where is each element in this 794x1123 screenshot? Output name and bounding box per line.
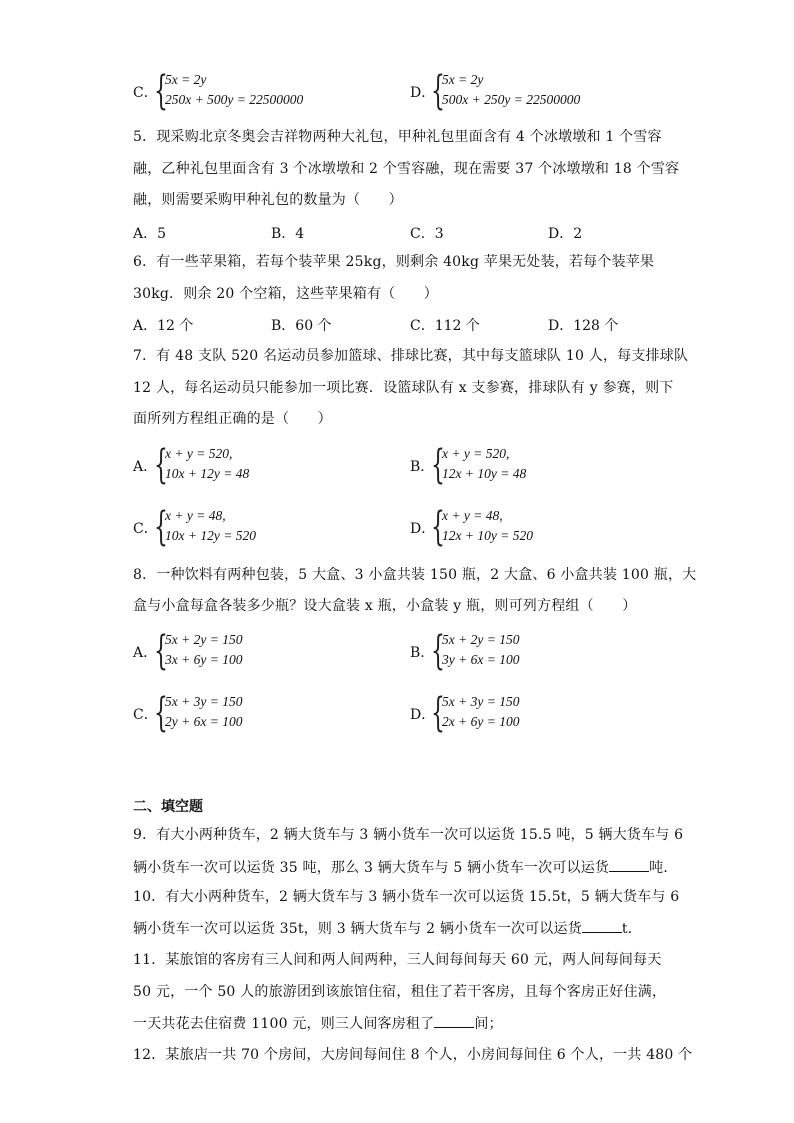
q9-text: 9．有大小两种货车，2 辆大货车与 3 辆小货车一次可以运货 15.5 吨，5 辆大货车与 6	[133, 827, 684, 843]
brace-icon: {	[431, 504, 445, 550]
answer-blank[interactable]	[609, 857, 649, 872]
equation-line: 2y + 6x = 100	[165, 714, 243, 729]
q9-text	[133, 857, 678, 878]
brace-icon: {	[431, 628, 445, 674]
q6-option-b[interactable]: B．60 个	[271, 318, 332, 334]
brace-icon: {	[154, 504, 168, 550]
equation-line: 5x + 3y = 150	[442, 694, 520, 709]
option-label: C．	[133, 521, 158, 537]
q6-text: 30kg．则余 20 个空箱，这些苹果箱有（ ）	[133, 286, 438, 302]
option-label: A．	[133, 645, 158, 661]
q6-option-d[interactable]: D．128 个	[548, 318, 619, 334]
q11-text: 11．某旅馆的客房有三人间和两人间两种，三人间每间每天 60 元，两人间每间每天	[133, 952, 662, 968]
brace-icon: {	[154, 690, 168, 736]
q9-text-part: 吨．	[649, 860, 678, 876]
section-heading: 二、填空题	[133, 799, 203, 815]
q7-option-row	[133, 506, 693, 550]
q12-text: 12．某旅店一共 70 个房间，大房间每间住 8 个人，小房间每间住 6 个人，一共 480 个	[133, 1047, 693, 1063]
equation-line: 10x + 12y = 520	[165, 528, 256, 543]
equation-line: 3x + 6y = 100	[165, 652, 243, 667]
equation-line: x + y = 48,	[165, 508, 226, 523]
q7-text: 12 人，每名运动员只能参加一项比赛．设篮球队有 x 支参赛，排球队有 y 参赛，则下	[133, 380, 674, 396]
option-label: D．	[410, 85, 436, 101]
q5-text: 融，乙种礼包里面含有 3 个冰墩墩和 2 个雪容融，现在需要 37 个冰墩墩和 18 个雪容	[133, 161, 680, 177]
equation-line: 250x + 500y = 22500000	[165, 92, 304, 107]
equation-line: x + y = 520,	[442, 446, 510, 461]
q8-text: 盒与小盒每盒各装多少瓶？设大盒装 x 瓶，小盒装 y 瓶，则可列方程组（ ）	[133, 598, 637, 614]
option-label: C．	[133, 85, 158, 101]
equation-line: 5x + 3y = 150	[165, 694, 243, 709]
equation-line: x + y = 520,	[165, 446, 233, 461]
q8-option-row	[133, 630, 693, 674]
q4-option-row	[133, 70, 693, 114]
q11-text-part: 一天共花去住宿费 1100 元，则三人间客房租了	[133, 1016, 435, 1032]
equation-line: 3y + 6x = 100	[442, 652, 520, 667]
q10-text: 10．有大小两种货车，2 辆大货车与 3 辆小货车一次可以运货 15.5t，5 辆大货车与 6	[133, 889, 680, 905]
q11-text	[133, 1013, 503, 1034]
q6-option-c[interactable]: C．112 个	[410, 318, 480, 334]
answer-blank[interactable]	[582, 918, 622, 933]
q10-text-part: 辆小货车一次可以运货 35t，则 3 辆大货车与 2 辆小货车一次可以运货	[133, 921, 582, 937]
equation-line: 5x + 2y = 150	[165, 632, 243, 647]
option-label: B．	[410, 459, 435, 475]
answer-blank[interactable]	[434, 1013, 474, 1028]
q5-text: 融，则需要采购甲种礼包的数量为（ ）	[133, 192, 403, 208]
q11-text: 50 元，一个 50 人的旅游团到该旅馆住宿，租住了若干客房，且每个客房正好住满，	[133, 984, 667, 1000]
q6-option-a[interactable]: A．12 个	[133, 318, 194, 334]
q9-text-part: 辆小货车一次可以运货 35 吨，那么 3 辆大货车与 5 辆小货车一次可以运货	[133, 860, 610, 876]
brace-icon: {	[154, 628, 168, 674]
equation-line: 500x + 250y = 22500000	[442, 92, 581, 107]
brace-icon: {	[154, 68, 168, 114]
q6-text: 6．有一些苹果箱，若每个装苹果 25kg，则剩余 40kg 苹果无处装，若每个装苹果	[133, 254, 655, 270]
q8-option-row	[133, 692, 693, 736]
q5-option-a[interactable]: A．5	[133, 226, 167, 242]
brace-icon: {	[431, 442, 445, 488]
q7-text: 面所列方程组正确的是（ ）	[133, 411, 332, 427]
q10-text	[133, 918, 642, 939]
brace-icon: {	[154, 442, 168, 488]
option-label: D．	[410, 521, 436, 537]
equation-line: x + y = 48,	[442, 508, 503, 523]
brace-icon: {	[431, 68, 445, 114]
equation-line: 12x + 10y = 48	[442, 466, 527, 481]
q5-option-c[interactable]: C．3	[410, 226, 444, 242]
q5-text: 5．现采购北京冬奥会吉祥物两种大礼包，甲种礼包里面含有 4 个冰墩墩和 1 个雪容	[133, 129, 662, 145]
option-label: A．	[133, 459, 158, 475]
option-label: B．	[410, 645, 435, 661]
q11-text-part: 间；	[474, 1016, 503, 1032]
q5-option-d[interactable]: D．2	[548, 226, 583, 242]
equation-line: 5x + 2y = 150	[442, 632, 520, 647]
option-label: C．	[133, 707, 158, 723]
q5-option-b[interactable]: B．4	[271, 226, 305, 242]
equation-line: 5x = 2y	[165, 72, 207, 87]
q10-text-part: t．	[621, 921, 642, 937]
option-label: D．	[410, 707, 436, 723]
equation-line: 5x = 2y	[442, 72, 484, 87]
q7-option-row	[133, 444, 693, 488]
q8-text: 8．一种饮料有两种包装，5 大盒、3 小盒共装 150 瓶，2 大盒、6 小盒共装 100 瓶，大	[133, 567, 697, 583]
equation-line: 10x + 12y = 48	[165, 466, 250, 481]
brace-icon: {	[431, 690, 445, 736]
equation-line: 12x + 10y = 520	[442, 528, 533, 543]
equation-line: 2x + 6y = 100	[442, 714, 520, 729]
q7-text: 7．有 48 支队 520 名运动员参加篮球、排球比赛，其中每支篮球队 10 人，每支排球队	[133, 348, 689, 364]
